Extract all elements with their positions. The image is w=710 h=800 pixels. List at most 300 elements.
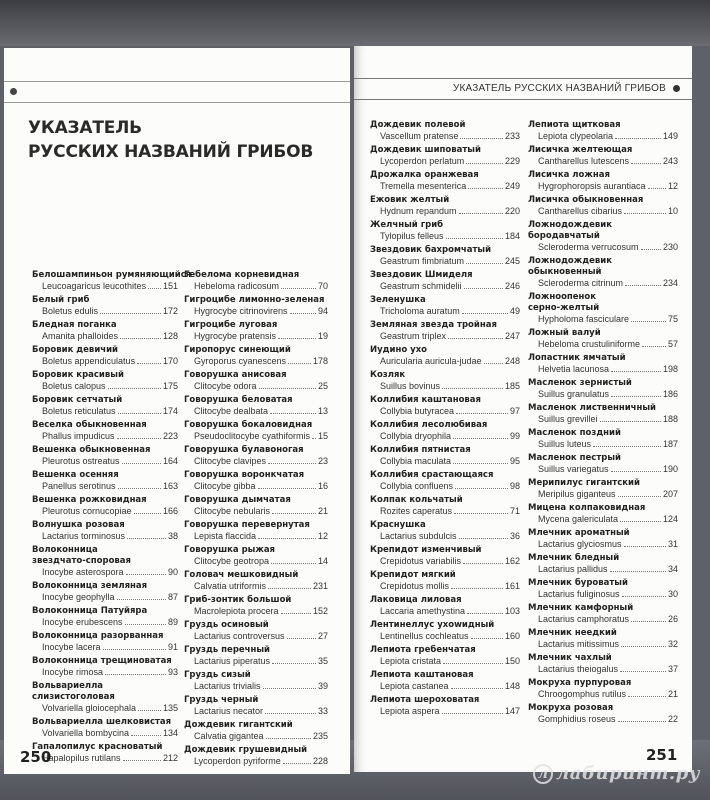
latin-name: Tremella mesenterica	[380, 181, 467, 191]
index-entry	[184, 370, 328, 392]
latin-name-row	[32, 431, 178, 442]
latin-name: Clitocybe geotropa	[194, 556, 270, 566]
latin-name-row	[184, 381, 328, 392]
latin-name: Clitocybe dealbata	[194, 406, 269, 416]
russian-name: Гиропорус синеющий	[184, 345, 291, 355]
index-entry	[184, 420, 328, 442]
page-reference: 25	[317, 381, 328, 391]
russian-name: Дождевик грушевидный	[184, 745, 308, 755]
leader-dots	[484, 356, 503, 364]
page-reference: 246	[504, 281, 520, 291]
latin-name: Hebeloma radicosum	[194, 281, 280, 291]
leader-dots	[442, 706, 503, 714]
index-entry	[528, 578, 678, 600]
latin-name-row	[184, 706, 328, 717]
latin-name-row	[370, 631, 520, 642]
index-entry	[32, 742, 178, 764]
leader-dots	[272, 506, 316, 514]
index-entry	[32, 717, 178, 739]
latin-name-row	[528, 314, 678, 325]
page-reference: 187	[662, 439, 678, 449]
russian-name: Говорушка беловатая	[184, 395, 293, 405]
page-reference: 36	[509, 531, 520, 541]
latin-name-row	[370, 431, 520, 442]
index-entry	[184, 545, 328, 567]
index-entry	[370, 420, 520, 442]
index-entry	[528, 220, 678, 253]
leader-dots	[268, 456, 316, 464]
index-entry	[32, 320, 178, 342]
latin-name: Suillus granulatus	[538, 389, 610, 399]
latin-name: Cantharellus lutescens	[538, 156, 630, 166]
page-reference: 13	[317, 406, 328, 416]
latin-name: Lactarius fuliginosus	[538, 589, 620, 599]
russian-name: Крепидот изменчивый	[370, 545, 482, 555]
index-entry	[528, 703, 678, 725]
leader-dots	[624, 539, 666, 547]
latin-name-row	[184, 506, 328, 517]
latin-name: Laccaria amethystina	[380, 606, 466, 616]
latin-name-row	[370, 456, 520, 467]
page-reference: 135	[162, 703, 178, 713]
latin-name: Calvatia gigantea	[194, 731, 264, 741]
russian-name: звездчато-споровая	[32, 556, 131, 566]
index-entry	[32, 581, 178, 603]
page-reference: 26	[667, 614, 678, 624]
index-entry	[32, 395, 178, 417]
russian-name: Гигроцибе лимонно-зеленая	[184, 295, 325, 305]
russian-name: Крепидот мягкий	[370, 570, 456, 580]
latin-name: Lepiota castanea	[380, 681, 449, 691]
index-entry	[370, 470, 520, 492]
latin-name-row	[370, 531, 520, 542]
latin-name: Lactarius controversus	[194, 631, 285, 641]
page-reference: 95	[509, 456, 520, 466]
latin-name-row	[528, 439, 678, 450]
leader-dots	[287, 631, 316, 639]
page-reference: 172	[162, 306, 178, 316]
index-entry	[184, 345, 328, 367]
russian-name: Боровик красивый	[32, 370, 124, 380]
index-entry	[32, 656, 178, 678]
leader-dots	[455, 481, 508, 489]
index-title-line1: УКАЗАТЕЛЬ	[28, 118, 142, 138]
index-entry	[32, 370, 178, 392]
page-reference: 128	[162, 331, 178, 341]
latin-name: Hygrophoropsis aurantiaca	[538, 181, 646, 191]
russian-name: Звездовик Шмиделя	[370, 270, 473, 280]
index-entry	[32, 520, 178, 542]
leader-dots	[618, 489, 661, 497]
latin-name: Chroogomphus rutilus	[538, 689, 627, 699]
latin-name: Inocybe rimosa	[42, 667, 104, 677]
russian-name: Вольвариелла шелковистая	[32, 717, 172, 727]
leader-dots	[625, 278, 661, 286]
latin-name: Vascellum pratense	[380, 131, 459, 141]
index-entry	[528, 170, 678, 192]
latin-name: Scleroderma verrucosum	[538, 242, 639, 252]
latin-name: Geastrum schmidelii	[380, 281, 462, 291]
latin-name-row	[528, 639, 678, 650]
index-column-1	[32, 270, 192, 767]
latin-name-row	[184, 306, 328, 317]
latin-name: Pseudoclitocybe cyathiformis	[194, 431, 311, 441]
latin-name: Hygrocybe pratensis	[194, 331, 277, 341]
page-reference: 247	[504, 331, 520, 341]
russian-name: Масленок поздний	[528, 428, 621, 438]
index-entry	[370, 695, 520, 717]
leader-dots	[134, 506, 161, 514]
page-reference: 39	[317, 681, 328, 691]
left-page	[4, 48, 350, 774]
latin-name-row	[32, 592, 178, 603]
russian-name: бородавчатый	[528, 231, 600, 241]
latin-name-row	[370, 681, 520, 692]
leader-dots	[448, 331, 503, 339]
latin-name: Collybia butyracea	[380, 406, 455, 416]
russian-name: Ложноопенок	[528, 292, 597, 302]
page-reference: 75	[667, 314, 678, 324]
russian-name: Коллибия срастающаяся	[370, 470, 494, 480]
latin-name-row	[184, 406, 328, 417]
latin-name: Lactarius torminosus	[42, 531, 126, 541]
page-reference: 33	[317, 706, 328, 716]
latin-name-row	[370, 156, 520, 167]
russian-name: Говорушка бокаловидная	[184, 420, 313, 430]
leader-dots	[464, 281, 503, 289]
latin-name-row	[528, 339, 678, 350]
russian-name: Млечник чахлый	[528, 653, 612, 663]
index-entry	[32, 470, 178, 492]
leader-dots	[600, 414, 661, 422]
leader-dots	[126, 567, 166, 575]
index-entry	[370, 320, 520, 342]
leader-dots	[471, 631, 503, 639]
latin-name-row	[528, 389, 678, 400]
leader-dots	[621, 639, 666, 647]
leader-dots	[137, 356, 161, 364]
latin-name-row	[184, 431, 328, 442]
leader-dots	[118, 406, 161, 414]
index-entry	[32, 631, 178, 653]
page-reference: 91	[167, 642, 178, 652]
index-entry	[528, 603, 678, 625]
latin-name-row	[370, 281, 520, 292]
latin-name-row	[370, 656, 520, 667]
page-reference: 207	[662, 489, 678, 499]
russian-name: Мокруха розовая	[528, 703, 614, 713]
index-entry	[184, 520, 328, 542]
latin-name: Collybia dryophila	[380, 431, 452, 441]
index-entry	[184, 720, 328, 742]
latin-name-row	[184, 331, 328, 342]
leader-dots	[123, 753, 161, 761]
latin-name-row	[528, 714, 678, 725]
russian-name: Волоконница разорванная	[32, 631, 164, 641]
leader-dots	[611, 464, 661, 472]
latin-name-row	[528, 689, 678, 700]
latin-name: Lepiota aspera	[380, 706, 440, 716]
latin-name-row	[184, 556, 328, 567]
latin-name-row	[370, 581, 520, 592]
leader-dots	[105, 667, 166, 675]
latin-name: Rozites caperatus	[380, 506, 453, 516]
index-entry	[184, 670, 328, 692]
russian-name: Волоконница трещиноватая	[32, 656, 172, 666]
leader-dots	[312, 431, 316, 439]
russian-name: Гебелома корневидная	[184, 270, 300, 280]
leader-dots	[138, 703, 161, 711]
russian-name: Гриб-зонтик большой	[184, 595, 292, 605]
index-entry	[370, 495, 520, 517]
latin-name: Lactarius theiogalus	[538, 664, 619, 674]
page-reference: 186	[662, 389, 678, 399]
page-reference: 35	[317, 656, 328, 666]
latin-name: Auricularia auricula-judae	[380, 356, 482, 366]
page-reference: 170	[162, 356, 178, 366]
index-entry	[528, 678, 678, 700]
leader-dots	[466, 256, 503, 264]
page-reference: 152	[312, 606, 328, 616]
page-reference: 38	[167, 531, 178, 541]
russian-name: Мокруха пурпуровая	[528, 678, 632, 688]
latin-name: Lactarius subdulcis	[380, 531, 457, 541]
bullet-icon	[10, 88, 17, 95]
right-page	[354, 46, 692, 772]
leader-dots	[258, 481, 316, 489]
index-entry	[184, 320, 328, 342]
leader-dots	[466, 156, 503, 164]
latin-name-row	[32, 506, 178, 517]
russian-name: Лисичка обыкновенная	[528, 195, 644, 205]
page-reference: 21	[317, 506, 328, 516]
latin-name-row	[184, 531, 328, 542]
leader-dots	[272, 656, 316, 664]
latin-name-row	[32, 356, 178, 367]
leader-dots	[442, 381, 503, 389]
russian-name: Коллибия пятнистая	[370, 445, 471, 455]
russian-name: Груздь перечный	[184, 645, 271, 655]
latin-name-row	[184, 456, 328, 467]
index-entry	[32, 495, 178, 517]
russian-name: Белошампиньон румяняющийся	[32, 270, 192, 280]
russian-name: Коллибия каштановая	[370, 395, 481, 405]
leader-dots	[451, 581, 503, 589]
index-entry	[528, 403, 678, 425]
latin-name: Clitocybe nebularis	[194, 506, 271, 516]
latin-name: Lepiota cristata	[380, 656, 442, 666]
page-reference: 49	[509, 306, 520, 316]
latin-name: Hypholoma fasciculare	[538, 314, 630, 324]
leader-dots	[620, 664, 666, 672]
latin-name: Pleurotus ostreatus	[42, 456, 120, 466]
leader-dots	[631, 614, 666, 622]
page-reference: 223	[162, 431, 178, 441]
latin-name-row	[370, 381, 520, 392]
page-reference: 212	[162, 753, 178, 763]
page-reference: 34	[667, 564, 678, 574]
latin-name-row	[184, 656, 328, 667]
leader-dots	[108, 381, 161, 389]
bullet-icon	[673, 85, 680, 92]
page-reference: 164	[162, 456, 178, 466]
index-entry	[370, 170, 520, 192]
russian-name: Говорушка перевернутая	[184, 520, 310, 530]
russian-name: Лисичка ложная	[528, 170, 610, 180]
latin-name: Geastrum triplex	[380, 331, 447, 341]
russian-name: Иудино ухо	[370, 345, 428, 355]
index-entry	[370, 270, 520, 292]
russian-name: Бледная поганка	[32, 320, 117, 330]
latin-name: Pleurotus cornucopiae	[42, 506, 132, 516]
russian-name: Гапалопилус красноватый	[32, 742, 163, 752]
latin-name-row	[370, 256, 520, 267]
index-entry	[528, 453, 678, 475]
page-reference: 198	[662, 364, 678, 374]
latin-name-row	[528, 489, 678, 500]
page-reference: 71	[509, 506, 520, 516]
page-reference: 21	[667, 689, 678, 699]
page-reference: 90	[167, 567, 178, 577]
leader-dots	[620, 514, 661, 522]
russian-name: Вольвариелла	[32, 681, 104, 691]
leader-dots	[622, 589, 666, 597]
latin-name: Collybia confluens	[380, 481, 454, 491]
latin-name-row	[528, 278, 678, 289]
page-reference: 230	[662, 242, 678, 252]
latin-name-row	[32, 567, 178, 578]
russian-name: Лепиота каштановая	[370, 670, 474, 680]
leader-dots	[611, 364, 661, 372]
russian-name: Млечник бледный	[528, 553, 620, 563]
index-entry	[528, 428, 678, 450]
page-reference: 234	[662, 278, 678, 288]
page-reference: 148	[504, 681, 520, 691]
latin-name-row	[184, 756, 328, 767]
russian-name: Говорушка воронкчатая	[184, 470, 305, 480]
page-reference: 98	[509, 481, 520, 491]
russian-name: Коллибия лесолюбивая	[370, 420, 488, 430]
latin-name-row	[32, 617, 178, 628]
leader-dots	[642, 339, 666, 347]
latin-name: Scleroderma citrinum	[538, 278, 624, 288]
latin-name-row	[32, 667, 178, 678]
leader-dots	[443, 656, 503, 664]
index-title-line2: РУССКИХ НАЗВАНИЙ ГРИБОВ	[28, 142, 314, 162]
index-entry	[184, 495, 328, 517]
page-reference: 178	[312, 356, 328, 366]
latin-name-row	[32, 642, 178, 653]
leader-dots	[462, 306, 508, 314]
page-reference: 12	[667, 181, 678, 191]
latin-name: Calvatia utriformis	[194, 581, 267, 591]
russian-name: Дождевик полевой	[370, 120, 466, 130]
running-head	[354, 78, 692, 100]
russian-name: Боровик девичий	[32, 345, 119, 355]
leader-dots	[615, 131, 661, 139]
russian-name: Белый гриб	[32, 295, 90, 305]
page-reference: 235	[312, 731, 328, 741]
latin-name: Collybia maculata	[380, 456, 452, 466]
index-entry	[184, 595, 328, 617]
index-entry	[370, 645, 520, 667]
leader-dots	[266, 731, 311, 739]
index-entry	[370, 345, 520, 367]
leader-dots	[148, 281, 161, 289]
latin-name: Leucoagaricus leucothites	[42, 281, 147, 291]
latin-name: Macrolepiota procera	[194, 606, 279, 616]
index-entry	[370, 670, 520, 692]
latin-name-row	[370, 331, 520, 342]
latin-name: Tylopilus felleus	[380, 231, 444, 241]
russian-name: Ложный валуй	[528, 328, 601, 338]
latin-name-row	[528, 514, 678, 525]
index-entry	[370, 595, 520, 617]
latin-name: Inocybe asterospora	[42, 567, 124, 577]
index-entry	[184, 570, 328, 592]
leader-dots	[122, 456, 161, 464]
russian-name: Дождевик гигантский	[184, 720, 293, 730]
latin-name-row	[32, 703, 178, 714]
index-entry	[370, 395, 520, 417]
page-reference: 228	[312, 756, 328, 766]
leader-dots	[125, 617, 166, 625]
leader-dots	[271, 556, 316, 564]
page-reference: 243	[662, 156, 678, 166]
latin-name: Lepiota clypeolaria	[538, 131, 614, 141]
latin-name-row	[32, 406, 178, 417]
latin-name: Lactarius glyciosmus	[538, 539, 622, 549]
russian-name: Масленок пестрый	[528, 453, 621, 463]
latin-name: Amanita phalloides	[42, 331, 119, 341]
latin-name: Cantharellus cibarius	[538, 206, 623, 216]
latin-name: Lactarius pallidus	[538, 564, 608, 574]
index-entry	[528, 120, 678, 142]
index-entry	[370, 295, 520, 317]
page-reference: 185	[504, 381, 520, 391]
russian-name: Лепиота шероховатая	[370, 695, 480, 705]
index-entry	[528, 503, 678, 525]
scan-top-edge	[0, 0, 710, 46]
index-entry	[528, 256, 678, 289]
latin-name-row	[528, 614, 678, 625]
latin-name-row	[370, 481, 520, 492]
latin-name-row	[528, 589, 678, 600]
russian-name: Гигроцибе луговая	[184, 320, 278, 330]
page-reference: 149	[662, 131, 678, 141]
russian-name: Волнушка розовая	[32, 520, 125, 530]
russian-name: Груздь сизый	[184, 670, 251, 680]
russian-name: Дождевик шиповатый	[370, 145, 481, 155]
russian-name: Млечник камфорный	[528, 603, 634, 613]
page-reference: 103	[504, 606, 520, 616]
index-entry	[528, 528, 678, 550]
leader-dots	[288, 356, 311, 364]
index-entry	[32, 270, 192, 292]
russian-name: слизистоголовая	[32, 692, 115, 702]
russian-name: Головач мешковидный	[184, 570, 299, 580]
latin-name-row	[32, 306, 178, 317]
russian-name: Волоконница	[32, 545, 98, 555]
leader-dots	[268, 581, 311, 589]
index-entry	[528, 553, 678, 575]
leader-dots	[459, 531, 508, 539]
russian-name: Желчный гриб	[370, 220, 444, 230]
page-reference: 184	[504, 231, 520, 241]
leader-dots	[118, 481, 161, 489]
latin-name: Lepista flaccida	[194, 531, 257, 541]
russian-name: Колпак кольчатый	[370, 495, 463, 505]
